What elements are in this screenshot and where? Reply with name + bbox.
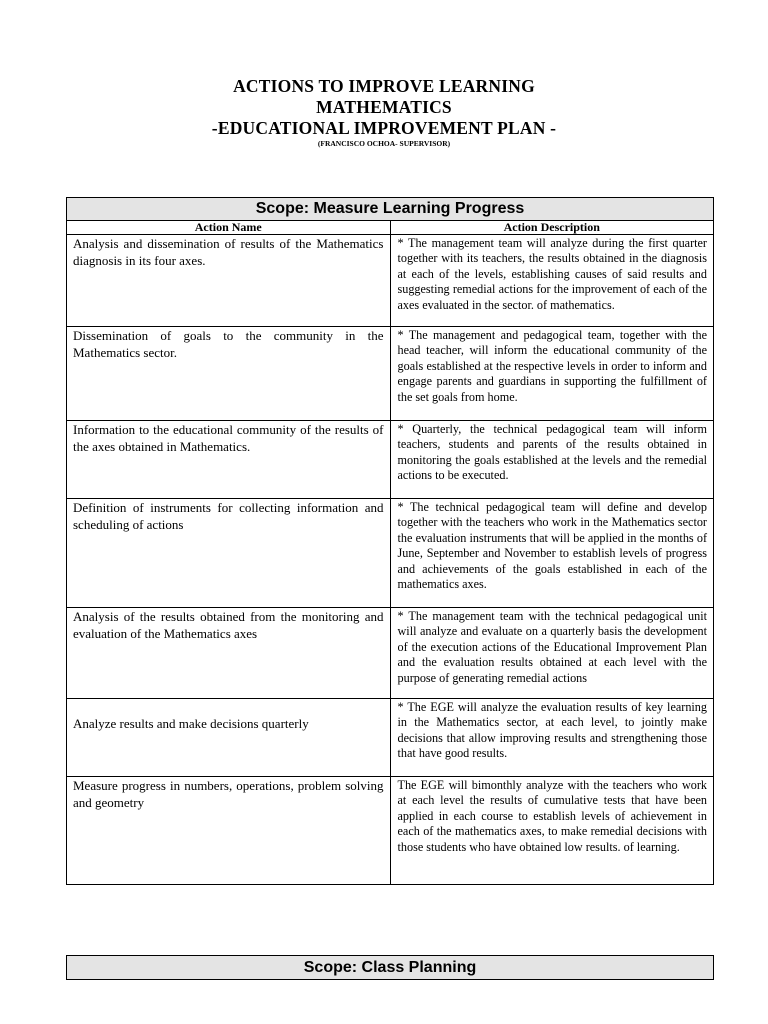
action-name-cell: Analysis of the results obtained from the monitoring and evaluation of the Mathematics axes: [67, 608, 391, 699]
action-description-cell: * The management team with the technical pedagogical unit will analyze and evaluate on a quarterly basis the development of the execution actions of the Educational Improvement Plan and the evaluation results obtained at each level with the purpose of generating remedial actions: [390, 608, 714, 699]
title-line-1: ACTIONS TO IMPROVE LEARNING: [233, 76, 535, 96]
table-row: [67, 235, 714, 327]
table-row: [67, 608, 714, 699]
document-subtitle: (FRANCISCO OCHOA- SUPERVISOR): [317, 139, 451, 148]
action-name-cell: Definition of instruments for collecting information and scheduling of actions: [67, 499, 391, 608]
action-description-cell: * Quarterly, the technical pedagogical team will inform teachers, students and parents of the results obtained in monitoring the goals established at the levels and the remedial actions to be executed.: [390, 421, 714, 499]
title-line-2: MATHEMATICS: [316, 97, 452, 117]
table-row: [67, 499, 714, 608]
table-row: [67, 699, 714, 777]
action-name-cell: Measure progress in numbers, operations, problem solving and geometry: [67, 777, 391, 885]
action-name-cell: Dissemination of goals to the community in the Mathematics sector.: [67, 327, 391, 421]
action-description-cell: The EGE will bimonthly analyze with the teachers who work at each level the results of cumulative tests that have been applied in each course to establish levels of achievement in each of the mathematics axes, to make remedial decisions with those students who have obtained low results. of learning.: [390, 777, 714, 885]
column-header-action-description: Action Description: [390, 221, 714, 235]
action-description-cell: * The management and pedagogical team, together with the head teacher, will inform the educational community of the goals established at the respective levels in order to inform and engage parents and guardians in supporting the fulfillment of the set goals from home.: [390, 327, 714, 421]
action-description-cell: * The EGE will analyze the evaluation results of key learning in the Mathematics sector, at each level, to jointly make decisions that allow improving results and strengthening those that have good results.: [390, 699, 714, 777]
action-name-cell: Analysis and dissemination of results of the Mathematics diagnosis in its four axes.: [67, 235, 391, 327]
class-planning-scope-heading: Scope: Class Planning: [66, 955, 714, 980]
title-line-3: -EDUCATIONAL IMPROVEMENT PLAN -: [211, 118, 557, 138]
table-row: [67, 777, 714, 885]
column-header-action-name: Action Name: [67, 221, 391, 235]
measure-learning-progress-table: [66, 197, 714, 885]
table-row: [67, 421, 714, 499]
action-name-cell: Analyze results and make decisions quarterly: [67, 699, 391, 777]
action-name-cell: Information to the educational community of the results of the axes obtained in Mathematics.: [67, 421, 391, 499]
scope-heading: Scope: Measure Learning Progress: [67, 198, 714, 221]
table-row: [67, 327, 714, 421]
action-description-cell: * The management team will analyze during the first quarter together with its teachers, the results obtained in the diagnosis at each of the levels, establishing causes of said results and suggesting remedial actions for the improvement of each of the axes evaluated in the sector. of mathematics.: [390, 235, 714, 327]
document-header: [0, 76, 768, 148]
action-description-cell: * The technical pedagogical team will define and develop together with the teachers who work in the Mathematics sector the evaluation instruments that will be applied in the months of June, September and November to establish levels of progress and achievements of the goals established in each of the mathematics axes.: [390, 499, 714, 608]
